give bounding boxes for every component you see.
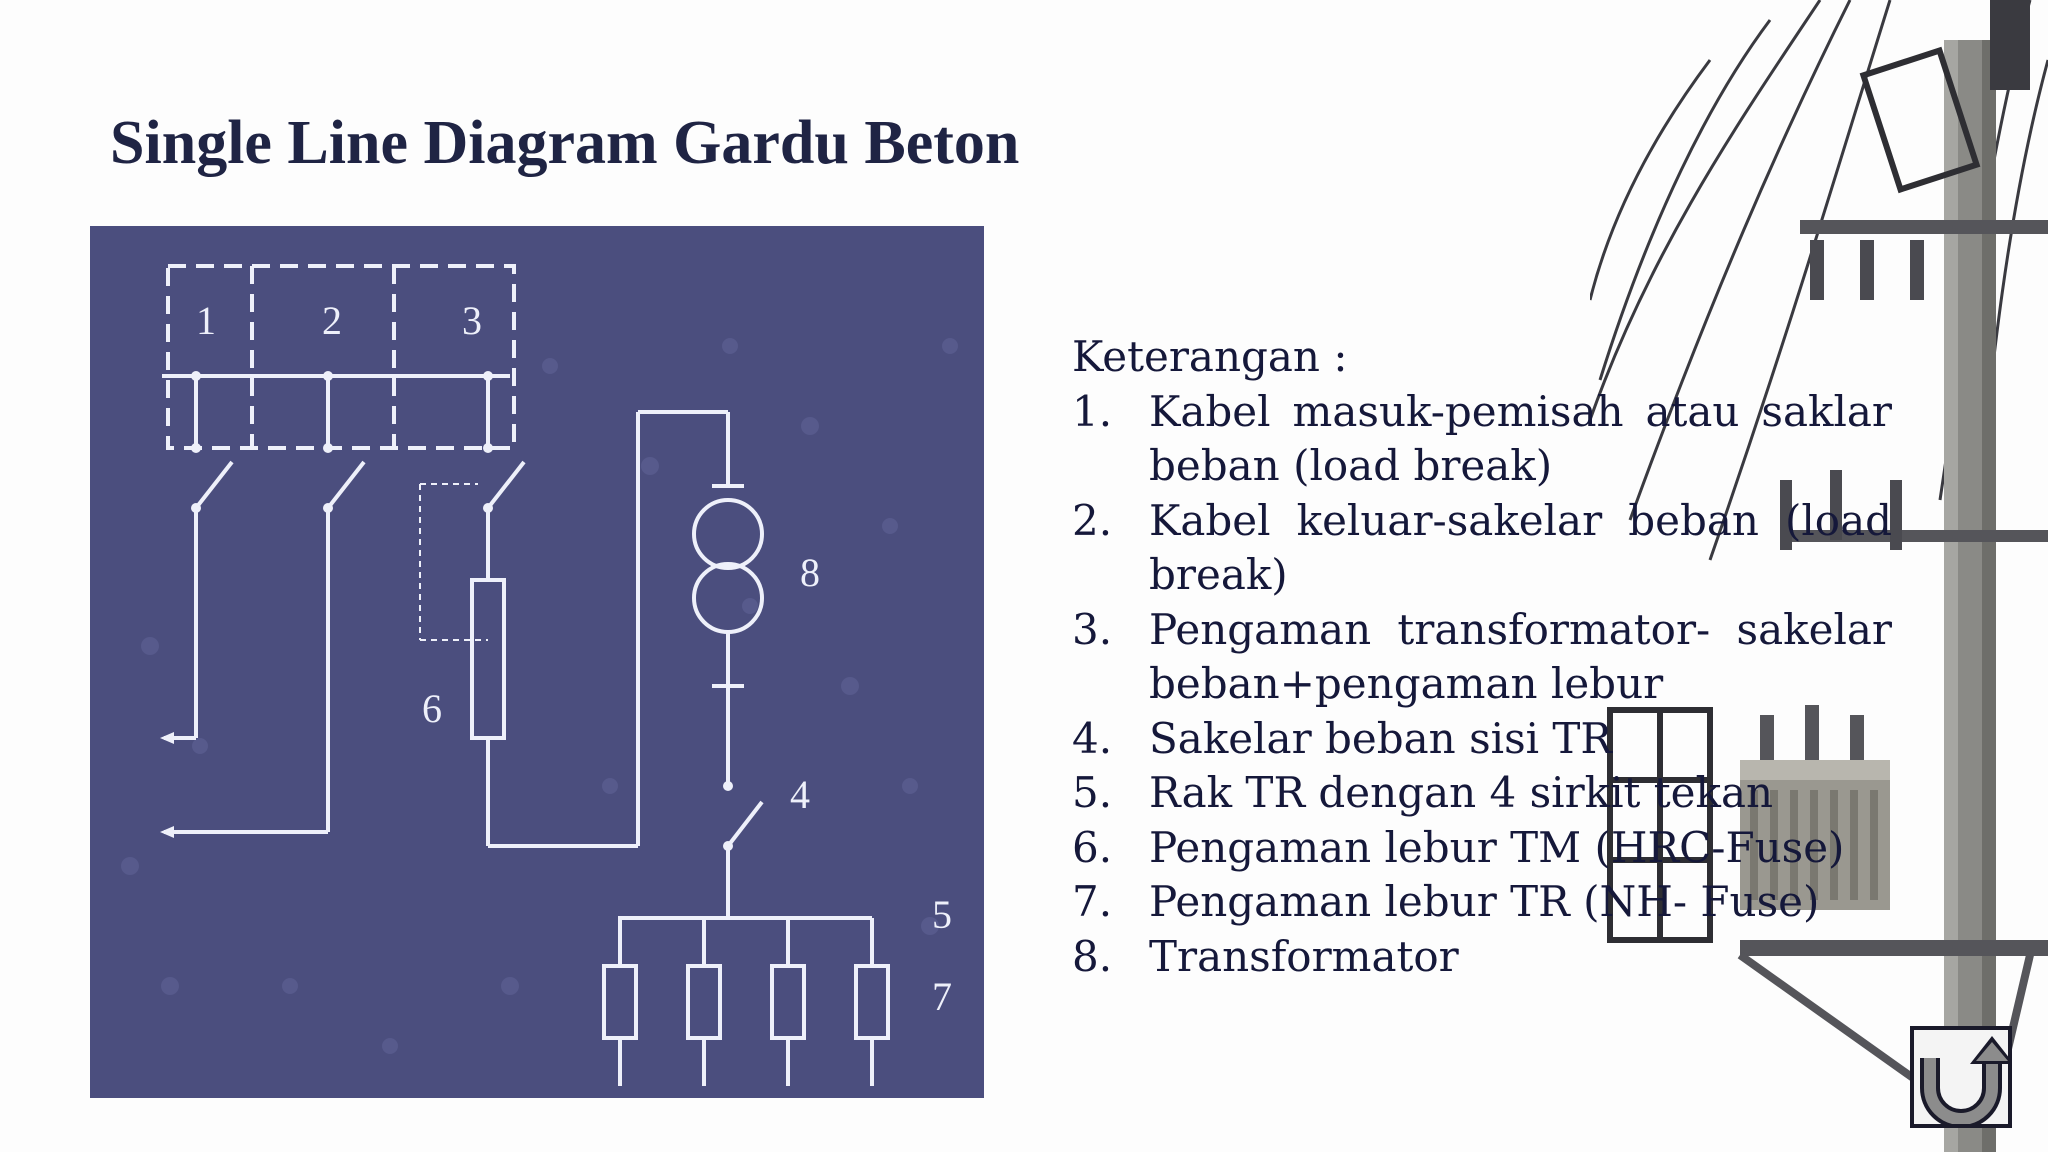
label-section-2: 2 — [322, 298, 342, 343]
legend-number: 8. — [1072, 931, 1113, 981]
legend-number: 4. — [1072, 713, 1113, 763]
legend-number: 7. — [1072, 877, 1113, 926]
legend-item — [1072, 712, 1892, 767]
switchgear-enclosure — [168, 266, 514, 448]
legend-text: Pengaman transformator- sakelar beban+pengaman lebur — [1149, 604, 1892, 708]
legend-text: Kabel masuk-pemisah atau saklar beban (load break) — [1149, 386, 1892, 490]
legend-text: Pengaman lebur TR (NH- Fuse) — [1149, 877, 1820, 926]
legend-number: 5. — [1072, 768, 1113, 817]
legend-item — [1072, 603, 1892, 712]
legend-text: Rak TR dengan 4 sirkit tekan — [1149, 768, 1774, 817]
fuse-tr-1 — [604, 966, 636, 1038]
transformer-symbol — [694, 500, 762, 568]
label-section-1: 1 — [196, 298, 216, 343]
label-rack-tr: 5 — [932, 892, 952, 937]
legend-number: 3. — [1072, 604, 1113, 654]
fuse-tr-3 — [772, 966, 804, 1038]
legend-item — [1072, 930, 1892, 985]
return-arrow-icon — [1914, 1030, 2008, 1124]
legend-item — [1072, 494, 1892, 603]
fuse-tr-4 — [856, 966, 888, 1038]
legend-text: Sakelar beban sisi TR — [1149, 713, 1613, 763]
fuse-tm — [472, 580, 504, 738]
label-switch-tr: 4 — [790, 772, 810, 817]
legend-heading: Keterangan : — [1072, 332, 1348, 381]
legend-number: 1. — [1072, 386, 1113, 436]
label-fuse-tm: 6 — [422, 686, 442, 731]
fuse-tr-2 — [688, 966, 720, 1038]
background-texture — [121, 338, 958, 1054]
legend-text: Kabel keluar-sakelar beban (load break) — [1149, 495, 1892, 599]
legend-text: Pengaman lebur TM (HRC-Fuse) — [1149, 822, 1845, 872]
legend-number: 6. — [1072, 822, 1113, 872]
label-fuse-tr: 7 — [932, 974, 952, 1019]
legend — [1072, 330, 1892, 984]
legend-item — [1072, 766, 1892, 821]
legend-number: 2. — [1072, 495, 1113, 545]
legend-item — [1072, 875, 1892, 930]
slide-title: Single Line Diagram Gardu Beton — [110, 109, 1020, 177]
legend-text: Transformator — [1149, 931, 1459, 981]
legend-item — [1072, 385, 1892, 494]
single-line-diagram — [90, 226, 984, 1098]
return-button[interactable] — [1910, 1026, 2012, 1128]
label-transformer: 8 — [800, 550, 820, 595]
legend-item — [1072, 821, 1892, 876]
label-section-3: 3 — [462, 298, 482, 343]
legend-list — [1072, 385, 1892, 985]
